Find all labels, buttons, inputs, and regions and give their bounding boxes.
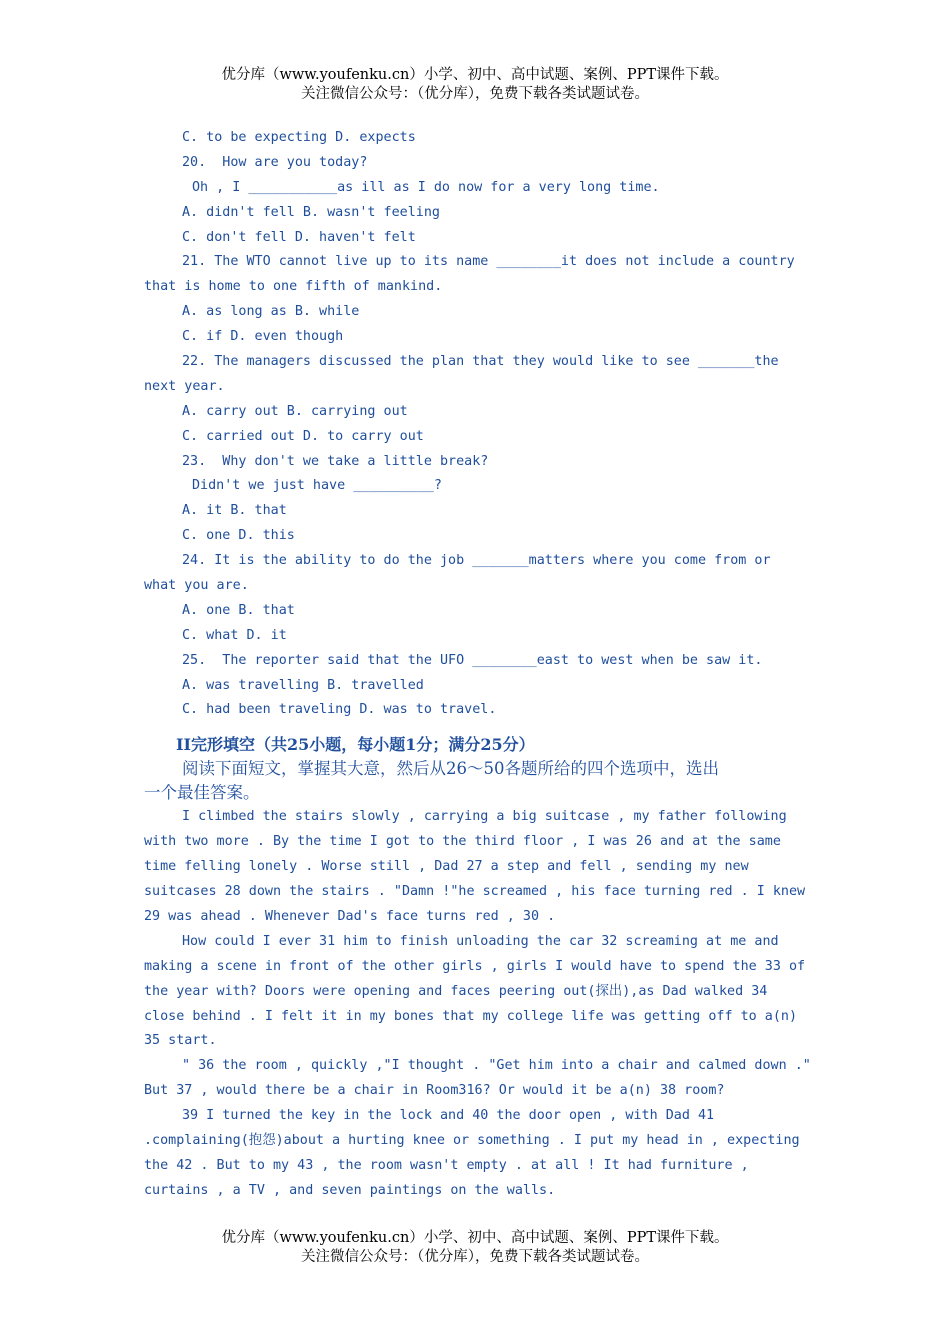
passage-line: .complaining(抱怨)about a hurting knee or something . I put my head in , expecting [144, 1132, 800, 1148]
q22-stem-cont: next year. [144, 378, 225, 394]
q21-stem-cont: that is home to one fifth of mankind. [144, 279, 443, 295]
q23-options-cd: C. one D. this [182, 528, 295, 544]
q25-options-ab: A. was travelling B. travelled [182, 677, 424, 693]
passage-line: close behind . I felt it in my bones that my college life was getting off to a(n) [144, 1008, 798, 1024]
q25-stem: 25. The reporter said that the UFO ________east to west when be saw it. [182, 652, 763, 668]
q23-stem: 23. Why don't we take a little break? [182, 453, 489, 469]
passage-line: time felling lonely . Worse still , Dad 27 a step and fell , sending my new [144, 859, 749, 875]
passage-line: the year with? Doors were opening and faces peering out(探出),as Dad walked 34 [144, 983, 768, 999]
page-header [0, 66, 950, 104]
section-title: II完形填空（共25小题，每小题1分；满分25分） [176, 735, 535, 755]
cloze-passage [144, 805, 809, 1203]
q24-stem-cont: what you are. [144, 578, 249, 594]
passage-line: curtains , a TV , and seven paintings on the walls. [144, 1182, 556, 1198]
passage-line: with two more . By the time I got to the third floor , I was 26 and at the same [144, 834, 781, 850]
q22-stem: 22. The managers discussed the plan that they would like to see _______the [182, 354, 779, 370]
document-body [144, 126, 809, 1204]
passage-line: the 42 . But to my 43 , the room wasn't empty . at all ! It had furniture , [144, 1157, 749, 1173]
q20-stem-cont: Oh , I ___________as ill as I do now for a very long time. [192, 179, 660, 195]
header-line-2: 关注微信公众号：（优分库），免费下载各类试题试卷。 [301, 86, 649, 102]
footer-line-2: 关注微信公众号：（优分库），免费下载各类试题试卷。 [301, 1249, 649, 1265]
passage-line: How could I ever 31 him to finish unloading the car 32 screaming at me and [182, 933, 779, 949]
q21-stem: 21. The WTO cannot live up to its name ________it does not include a country [182, 254, 795, 270]
passage-line: 39 I turned the key in the lock and 40 the door open , with Dad 41 [182, 1108, 715, 1124]
passage-line: I climbed the stairs slowly , carrying a big suitcase , my father following [182, 809, 787, 825]
passage-line: making a scene in front of the other girls , girls I would have to spend the 33 of [144, 958, 806, 974]
q24-stem: 24. It is the ability to do the job _______matters where you come from or [182, 553, 771, 569]
q23-stem-cont: Didn't we just have __________? [192, 478, 442, 494]
passage-line: 29 was ahead . Whenever Dad's face turns red , 30 . [144, 908, 556, 924]
q20-options-ab: A. didn't fell B. wasn't feeling [182, 204, 440, 220]
q19-options-cd: C. to be expecting D. expects [182, 130, 416, 145]
page-footer [0, 1229, 950, 1267]
section-instruction-1: 阅读下面短文，掌握其大意，然后从26～50各题所给的四个选项中，选出 [182, 759, 719, 779]
footer-line-1: 优分库（www.youfenku.cn）小学、初中、高中试题、案例、PPT课件下载。 [221, 1230, 729, 1246]
passage-line: But 37 , would there be a chair in Room316? Or would it be a(n) 38 room? [144, 1083, 725, 1099]
q21-options-cd: C. if D. even though [182, 329, 344, 345]
q25-options-cd: C. had been traveling D. was to travel. [182, 702, 497, 718]
q24-options-ab: A. one B. that [182, 602, 295, 618]
passage-line: 35 start. [144, 1033, 217, 1049]
q22-options-ab: A. carry out B. carrying out [182, 403, 408, 419]
q20-stem: 20. How are you today? [182, 154, 368, 170]
q22-options-cd: C. carried out D. to carry out [182, 428, 424, 444]
q23-options-ab: A. it B. that [182, 503, 287, 519]
q20-options-cd: C. don't fell D. haven't felt [182, 229, 416, 245]
passage-line: suitcases 28 down the stairs . "Damn !"he screamed , his face turning red . I knew [144, 884, 806, 900]
section-instruction-2: 一个最佳答案。 [144, 783, 260, 803]
q21-options-ab: A. as long as B. while [182, 304, 360, 320]
passage-line: " 36 the room , quickly ,"I thought . "Get him into a chair and calmed down ." [182, 1058, 811, 1074]
header-line-1: 优分库（www.youfenku.cn）小学、初中、高中试题、案例、PPT课件下载。 [221, 67, 729, 83]
q24-options-cd: C. what D. it [182, 627, 287, 643]
